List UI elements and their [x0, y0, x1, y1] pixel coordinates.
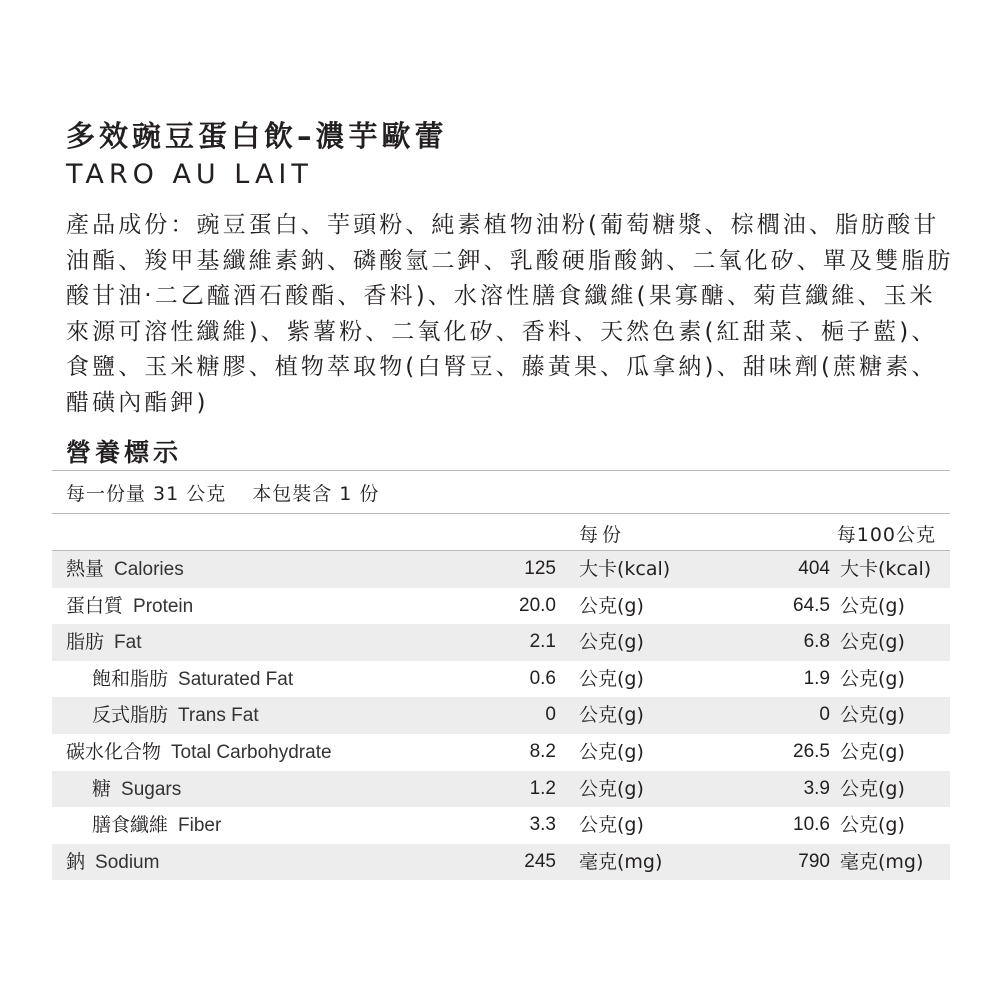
value-per-serving: 245 — [524, 850, 556, 872]
ingredients-text: 產品成份：豌豆蛋白、芋頭粉、純素植物油粉(葡萄糖漿、棕櫚油、脂肪酸甘油酯、羧甲基纖維素鈉、磷酸氫二鉀、乳酸硬脂酸鈉、二氧化矽、單及雙脂肪酸甘油‧二乙醯酒石酸酯、香料)、水溶性膳食纖維(果寡醣、菊苣纖維、玉米來源可溶性纖維)、紫薯粉、二氧化矽、香料、天然色素(紅甜菜、梔子藍)、食鹽、玉米糖膠、植物萃取物(白腎豆、藤黃果、瓜拿納)、甜味劑(蔗糖素、醋磺內酯鉀) — [66, 212, 954, 416]
unit-per-serving: 毫克(mg) — [579, 850, 663, 873]
nutrition-table — [52, 551, 950, 880]
unit-per-serving: 公克(g) — [579, 777, 644, 800]
nutrient-name — [66, 558, 184, 581]
nutrition-row — [52, 624, 950, 661]
unit-per-100g: 公克(g) — [840, 631, 905, 654]
servings-per-package: 本包裝含 1 份 — [252, 483, 380, 505]
unit-per-100g: 公克(g) — [840, 594, 905, 617]
value-per-serving: 20.0 — [519, 594, 556, 616]
nutrient-name — [92, 704, 259, 727]
value-per-100g: 3.9 — [803, 777, 830, 799]
value-per-serving: 8.2 — [529, 740, 556, 762]
nutrient-name-zh: 飽和脂肪 — [92, 667, 169, 690]
column-per-100g: 每100公克 — [836, 524, 936, 546]
value-per-serving: 0 — [545, 704, 556, 726]
unit-per-serving: 公克(g) — [579, 814, 644, 837]
value-per-100g: 26.5 — [793, 740, 830, 762]
nutrition-row — [52, 588, 950, 625]
nutrition-row — [52, 844, 950, 881]
nutrition-row — [52, 771, 950, 808]
unit-per-100g: 公克(g) — [840, 740, 905, 763]
nutrient-name-en: Sugars — [121, 778, 182, 800]
value-per-100g: 10.6 — [793, 814, 830, 836]
nutrient-name-zh: 脂肪 — [66, 631, 105, 654]
nutrient-name-en: Sodium — [95, 851, 160, 873]
nutrient-name-zh: 鈉 — [66, 850, 86, 873]
nutrition-row — [52, 551, 950, 588]
rule-top — [52, 470, 950, 471]
value-per-serving: 2.1 — [529, 631, 556, 653]
nutrient-name-en: Saturated Fat — [178, 668, 294, 690]
unit-per-100g: 公克(g) — [840, 814, 905, 837]
value-per-serving: 0.6 — [529, 667, 556, 689]
nutrient-name — [92, 778, 181, 801]
nutrition-title: 營養標示 — [66, 438, 183, 467]
value-per-100g: 6.8 — [803, 631, 830, 653]
nutrient-name-zh: 反式脂肪 — [92, 704, 169, 727]
nutrient-name-en: Total Carbohydrate — [171, 741, 332, 763]
nutrient-name-en: Protein — [133, 595, 194, 617]
unit-per-100g: 公克(g) — [840, 667, 905, 690]
product-title-en: TARO AU LAIT — [66, 159, 313, 190]
value-per-100g: 1.9 — [803, 667, 830, 689]
serving-size: 每一份量 31 公克 — [66, 483, 227, 505]
unit-per-100g: 毫克(mg) — [840, 850, 924, 873]
nutrition-row — [52, 697, 950, 734]
nutrient-name — [92, 814, 221, 837]
unit-per-100g: 大卡(kcal) — [840, 558, 932, 580]
nutrition-row — [52, 807, 950, 844]
value-per-serving: 125 — [524, 558, 556, 579]
nutrient-name-en: Calories — [114, 559, 184, 580]
unit-per-100g: 公克(g) — [840, 777, 905, 800]
unit-per-100g: 公克(g) — [840, 704, 905, 727]
unit-per-serving: 公克(g) — [579, 704, 644, 727]
column-per-serving: 每份 — [579, 524, 626, 546]
nutrient-name-zh: 膳食纖維 — [92, 814, 169, 837]
unit-per-serving: 公克(g) — [579, 740, 644, 763]
unit-per-serving: 公克(g) — [579, 631, 644, 654]
nutrition-header — [52, 514, 950, 550]
nutrient-name-en: Fiber — [178, 815, 222, 837]
value-per-serving: 3.3 — [529, 814, 556, 836]
serving-info — [66, 480, 379, 508]
value-per-serving: 1.2 — [529, 777, 556, 799]
nutrient-name-en: Fat — [114, 632, 142, 654]
value-per-100g: 790 — [798, 850, 830, 872]
unit-per-serving: 大卡(kcal) — [579, 558, 671, 580]
value-per-100g: 0 — [819, 704, 830, 726]
nutrient-name-zh: 熱量 — [66, 558, 105, 580]
nutrient-name — [92, 668, 293, 691]
nutrient-name-zh: 蛋白質 — [66, 594, 124, 617]
unit-per-serving: 公克(g) — [579, 594, 644, 617]
nutrient-name-zh: 碳水化合物 — [66, 740, 162, 763]
value-per-100g: 64.5 — [793, 594, 830, 616]
nutrient-name — [66, 851, 159, 874]
unit-per-serving: 公克(g) — [579, 667, 644, 690]
nutrition-row — [52, 661, 950, 698]
nutrient-name — [66, 741, 332, 764]
nutrient-name-en: Trans Fat — [178, 705, 259, 727]
nutrient-name-zh: 糖 — [92, 777, 112, 800]
product-title-zh: 多效豌豆蛋白飲–濃芋歐蕾 — [66, 119, 448, 153]
value-per-100g: 404 — [798, 558, 830, 579]
nutrient-name — [66, 631, 141, 654]
nutrition-row — [52, 734, 950, 771]
nutrient-name — [66, 595, 193, 618]
